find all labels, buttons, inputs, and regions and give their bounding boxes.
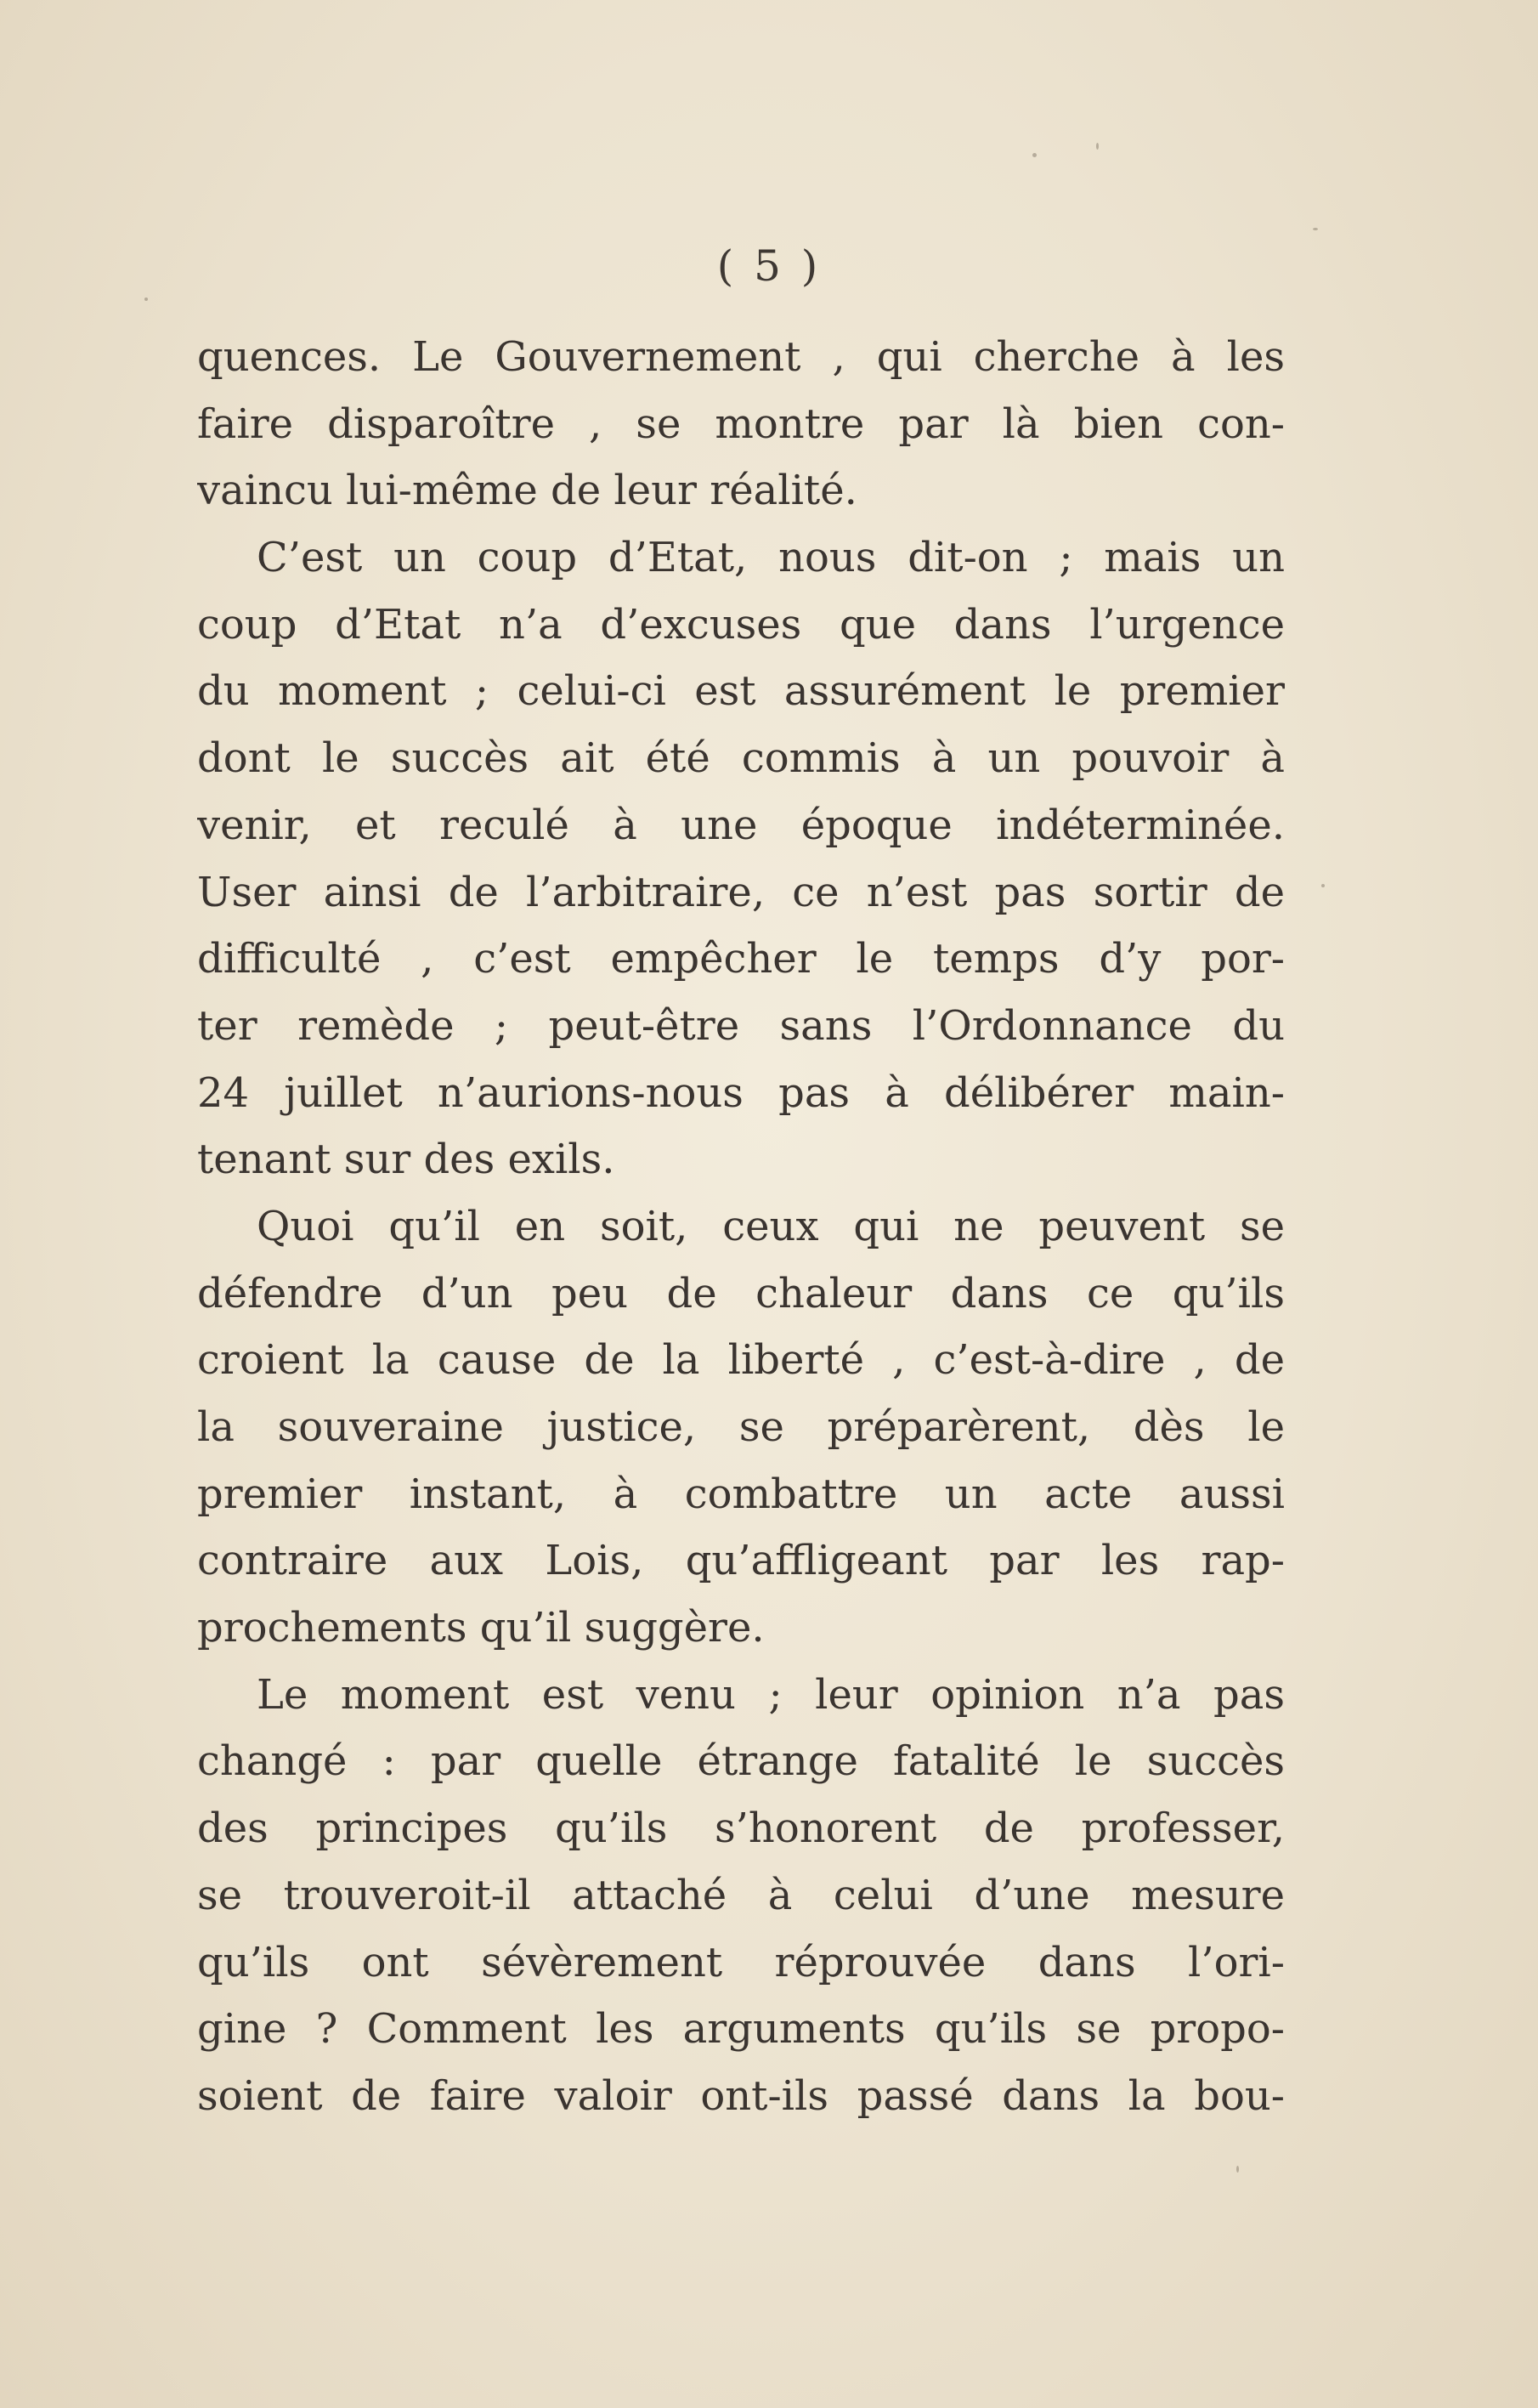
paper-speck	[144, 297, 148, 301]
text-line: quences. Le Gouvernement , qui cherche à les	[197, 333, 1285, 381]
text-line: vaincu lui-même de leur réalité.	[197, 467, 857, 515]
text-line: défendre d’un peu de chaleur dans ce qu’ils	[197, 1269, 1285, 1317]
text-line: Quoi qu’il en soit, ceux qui ne peuvent se	[257, 1202, 1285, 1250]
paper-speck	[1032, 153, 1037, 157]
paper-speck	[1313, 228, 1318, 230]
text-line: ter remède ; peut-être sans l’Ordonnance du	[197, 1001, 1285, 1050]
text-line: coup d’Etat n’a d’excuses que dans l’urgence	[197, 600, 1285, 649]
body-text	[197, 324, 1285, 2130]
page-number: ( 5 )	[716, 241, 822, 291]
paper-speck	[1236, 2166, 1239, 2173]
paper-speck	[1096, 143, 1099, 150]
text-line: la souveraine justice, se préparèrent, dès le	[197, 1403, 1285, 1451]
text-line: qu’ils ont sévèrement réprouvée dans l’ori-	[197, 1938, 1285, 1986]
text-line: soient de faire valoir ont-ils passé dans la bou-	[197, 2071, 1285, 2120]
text-line: contraire aux Lois, qu’affligeant par les rap-	[197, 1537, 1285, 1585]
text-line: du moment ; celui-ci est assurément le premier	[197, 667, 1285, 716]
paper-speck	[1321, 884, 1325, 887]
text-line: changé : par quelle étrange fatalité le succès	[197, 1737, 1285, 1786]
text-line: prochements qu’il suggère.	[197, 1604, 765, 1652]
text-line: tenant sur des exils.	[197, 1136, 615, 1184]
text-line: faire disparoître , se montre par là bien con-	[197, 399, 1285, 448]
text-line: 24 juillet n’aurions-nous pas à délibérer main-	[197, 1068, 1285, 1117]
text-line: gine ? Comment les arguments qu’ils se propo-	[197, 2005, 1285, 2054]
text-line: venir, et reculé à une époque indéterminée.	[197, 801, 1285, 849]
text-line: croient la cause de la liberté , c’est-à-dire , de	[197, 1336, 1285, 1385]
text-line: des principes qu’ils s’honorent de professer,	[197, 1805, 1285, 1853]
text-line: premier instant, à combattre un acte aussi	[197, 1470, 1285, 1518]
text-line: User ainsi de l’arbitraire, ce n’est pas sortir de	[197, 868, 1285, 916]
text-line: difficulté , c’est empêcher le temps d’y por-	[197, 935, 1285, 983]
text-line: dont le succès ait été commis à un pouvoir à	[197, 734, 1285, 783]
text-line: C’est un coup d’Etat, nous dit-on ; mais un	[257, 534, 1285, 582]
text-line: se trouveroit-il attaché à celui d’une mesure	[197, 1871, 1285, 1919]
text-line: Le moment est venu ; leur opinion n’a pas	[257, 1670, 1285, 1719]
